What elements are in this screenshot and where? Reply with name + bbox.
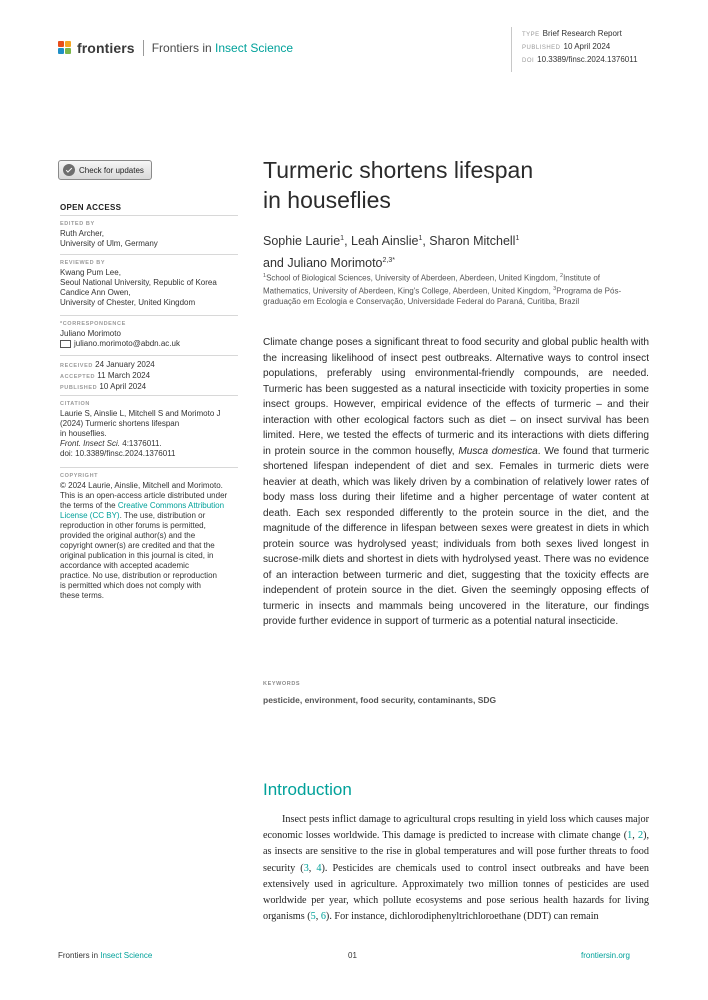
affiliation: Institute of Mathematics, University of Aberdeen, King's College, Aberdeen, United Kingdom, bbox=[263, 273, 600, 296]
reference-link[interactable]: 6 bbox=[320, 911, 326, 923]
mail-icon bbox=[60, 340, 71, 348]
frontiers-logo[interactable] bbox=[58, 40, 293, 56]
correspondence-name: Juliano Morimoto bbox=[60, 329, 121, 338]
correspondence-email[interactable]: juliano.morimoto@abdn.ac.uk bbox=[74, 339, 180, 348]
author-affil-sup: 2,3* bbox=[382, 257, 395, 265]
header-divider bbox=[511, 27, 512, 72]
copyright-text: © 2024 Laurie, Ainslie, Mitchell and Morimoto. bbox=[60, 481, 223, 490]
author-affil-sup: 1 bbox=[418, 235, 423, 242]
copyright-text: . The use, distribution or bbox=[119, 511, 206, 520]
reference-link[interactable]: 5 bbox=[310, 911, 316, 923]
published-label: PUBLISHED bbox=[60, 385, 98, 391]
check-icon bbox=[63, 164, 75, 176]
abstract bbox=[263, 335, 649, 630]
abstract-text: Climate change poses a significant threat to food security and global public health with the increasing likelihood of insect pest outbreaks. Alternative ways to control insect populations, preferably using environmental-friendly compounds, are needed. Turmeric has been suggested as a natural insecticide with toxicity properties in some insect groups. However, empirical evidence of the effects of turmeric – and their interaction with other ecological factors such as diet – on insect survival has been limited. Here, we tested the effects of turmeric and its interactions with diets differing in protein source in the common housefly, bbox=[263, 337, 649, 457]
divider bbox=[60, 355, 238, 356]
edited-by-section bbox=[60, 220, 238, 249]
citation-text: in houseflies. bbox=[60, 429, 107, 438]
citation-label: CITATION bbox=[60, 401, 90, 407]
divider bbox=[60, 215, 238, 216]
reference-link[interactable]: 2 bbox=[637, 830, 644, 842]
affil-sup: 3 bbox=[553, 285, 557, 292]
divider bbox=[60, 315, 238, 316]
author-list: Sophie Laurie$^1$, Leah Ainslie$^1$, Sharon Mitchell$^1$ and Juliano Morimoto$^{2,3*}$ bbox=[263, 234, 520, 271]
author-name[interactable]: Leah Ainslie bbox=[351, 234, 419, 249]
journal-title: Insect Science bbox=[215, 41, 294, 55]
footer-prefix: Frontiers in bbox=[58, 951, 101, 960]
correspondence-label: *CORRESPONDENCE bbox=[60, 321, 126, 327]
editor-name: Ruth Archer, bbox=[60, 229, 105, 238]
reviewer-affiliation: University of Chester, United Kingdom bbox=[60, 298, 196, 307]
footer-site-link[interactable]: frontiersin.org bbox=[581, 951, 630, 960]
species-name: Musca domestica bbox=[458, 445, 538, 457]
published-label: PUBLISHED bbox=[522, 45, 561, 51]
footer-journal bbox=[58, 951, 152, 960]
body-text: , bbox=[308, 862, 317, 874]
copyright-text: copyright owner(s) are credited and that the bbox=[60, 541, 215, 550]
reviewer-affiliation: Seoul National University, Republic of Korea bbox=[60, 278, 217, 287]
copyright-text: original publication in this journal is cited, in bbox=[60, 551, 214, 560]
reference-link[interactable]: 3 bbox=[303, 862, 309, 874]
section-heading: Introduction bbox=[263, 780, 352, 799]
copyright-text: the terms of the bbox=[60, 501, 118, 510]
correspondence-section bbox=[60, 320, 238, 349]
citation-text: Laurie S, Ainslie L, Mitchell S and Morimoto J bbox=[60, 409, 221, 418]
article-meta bbox=[522, 28, 638, 67]
published-value: 10 April 2024 bbox=[563, 42, 611, 51]
divider bbox=[60, 254, 238, 255]
journal-prefix: Frontiers in bbox=[151, 41, 216, 55]
license-link[interactable]: License (CC BY) bbox=[60, 511, 120, 520]
edited-by-label: EDITED BY bbox=[60, 221, 95, 227]
journal-name[interactable] bbox=[152, 41, 293, 55]
check-for-updates-button[interactable] bbox=[58, 160, 152, 180]
copyright-text: these terms. bbox=[60, 591, 105, 600]
type-label: TYPE bbox=[522, 32, 540, 38]
affiliation: Programa de Pós-graduação em Ecologia e Conservação, Universidade Federal do Paraná, Curitiba, Brazil bbox=[263, 286, 622, 307]
correspondence-email-row[interactable] bbox=[60, 339, 238, 349]
citation-journal: Front. Insect Sci. bbox=[60, 439, 121, 448]
body-paragraph bbox=[263, 812, 649, 925]
body-text: ). For instance, dichlorodiphenyltrichloroethane (DDT) can remain bbox=[325, 911, 599, 923]
reviewer-name: Candice Ann Owen, bbox=[60, 288, 131, 297]
affil-sup: 2 bbox=[560, 273, 564, 279]
reference-link[interactable]: 4 bbox=[316, 862, 322, 874]
accepted-value: 11 March 2024 bbox=[97, 371, 151, 380]
copyright-label: COPYRIGHT bbox=[60, 473, 99, 479]
logo-divider bbox=[143, 40, 144, 56]
type-value: Brief Research Report bbox=[542, 29, 622, 38]
copyright-text: reproduction in other forums is permitted, bbox=[60, 521, 206, 530]
affil-sup: 1 bbox=[263, 273, 267, 279]
affiliations bbox=[263, 271, 638, 307]
author-affil-sup: 1 bbox=[340, 235, 345, 242]
doi-link[interactable]: 10.3389/finsc.2024.1376011 bbox=[537, 55, 638, 64]
author-name[interactable]: and Juliano Morimoto bbox=[263, 256, 383, 271]
abstract-text: . We found that turmeric shortened lifespan independent of diet and sex. Females in turmeric diets were heavier at death, which was likely driven by a combination of relatively lower rates of body mass loss during their lifetime and a higher percentage of water content at death. Each sex responded differently to the protein source in the diet, and the magnitude of the difference in lifespan between sexes were greatest in diets in which protein source was hydrolysed yeast; individuals from both sexes lived longest in sucrose-milk diets and shortest in diets with hydrolysed yeast. There was no evidence of an interaction between turmeric and diet, suggesting that the toxicity effects are independent of protein source in the diet. Given the seemingly opposing effects of turmeric in insects and mammals being uncovered in the literature, our findings provide further evidence in support of turmeric as a potential natural insecticide. bbox=[263, 445, 650, 627]
citation-text: (2024) Turmeric shortens lifespan bbox=[60, 419, 180, 428]
article-title bbox=[263, 155, 643, 215]
received-label: RECEIVED bbox=[60, 363, 93, 369]
body-text: , bbox=[315, 911, 321, 923]
copyright-text: provided the original author(s) and the bbox=[60, 531, 196, 540]
reference-link[interactable]: 1 bbox=[627, 830, 633, 842]
body-text: Insect pests inflict damage to agricultural crops resulting in yield loss which causes major economic losses worldwide. This damage is predicted to increase with climate change ( bbox=[263, 814, 649, 842]
author-name[interactable]: Sophie Laurie bbox=[263, 234, 341, 249]
title-line: in houseflies bbox=[263, 187, 391, 213]
received-value: 24 January 2024 bbox=[95, 360, 155, 369]
copyright-text: This is an open-access article distributed under bbox=[60, 491, 228, 500]
open-access-label: OPEN ACCESS bbox=[60, 203, 122, 212]
accepted-label: ACCEPTED bbox=[60, 374, 96, 380]
check-for-updates-label: Check for updates bbox=[79, 165, 144, 175]
divider bbox=[60, 395, 238, 396]
body-text: ). Pesticides are chemicals used to control insect outbreaks and have been extensively used in agriculture. Approximately two million tonnes of pesticides are used worldwide per year, which pollute ecosystems and pose serious health hazards for living organisms ( bbox=[263, 862, 649, 923]
page-number: 01 bbox=[348, 951, 357, 960]
keywords: pesticide, environment, food security, contaminants, SDG bbox=[263, 695, 497, 705]
doi-label: DOI bbox=[522, 58, 535, 64]
copyright-text: is permitted which does not comply with bbox=[60, 581, 201, 590]
citation-volume: 4:1376011. bbox=[120, 439, 162, 448]
author-name[interactable]: Sharon Mitchell bbox=[429, 234, 516, 249]
license-link[interactable]: Creative Commons Attribution bbox=[117, 501, 225, 510]
citation-doi[interactable]: doi: 10.3389/finsc.2024.1376011 bbox=[60, 449, 176, 458]
body-text: , bbox=[632, 830, 638, 842]
dates-section bbox=[60, 360, 238, 393]
citation-section bbox=[60, 400, 238, 459]
editor-affiliation: University of Ulm, Germany bbox=[60, 239, 158, 248]
title-line: Turmeric shortens lifespan bbox=[263, 157, 534, 183]
footer-journal-link[interactable]: Insect Science bbox=[100, 951, 153, 960]
copyright-section bbox=[60, 472, 238, 601]
reviewed-by-section bbox=[60, 259, 238, 308]
copyright-text: practice. No use, distribution or reproduction bbox=[60, 571, 217, 580]
copyright-text: accordance with accepted academic bbox=[60, 561, 189, 570]
body-text: ), as insects are sensitive to the rise in global temperatures and will pose further threats to food security ( bbox=[263, 830, 650, 874]
brand-name: frontiers bbox=[77, 40, 135, 56]
author-affil-sup: 1 bbox=[515, 235, 520, 242]
reviewed-by-label: REVIEWED BY bbox=[60, 260, 106, 266]
frontiers-logo-icon bbox=[58, 41, 72, 55]
affiliation: School of Biological Sciences, University of Aberdeen, Aberdeen, United Kingdom, bbox=[266, 273, 561, 283]
divider bbox=[60, 467, 238, 468]
keywords-label: KEYWORDS bbox=[263, 681, 301, 687]
reviewer-name: Kwang Pum Lee, bbox=[60, 268, 121, 277]
published-value: 10 April 2024 bbox=[99, 382, 147, 391]
